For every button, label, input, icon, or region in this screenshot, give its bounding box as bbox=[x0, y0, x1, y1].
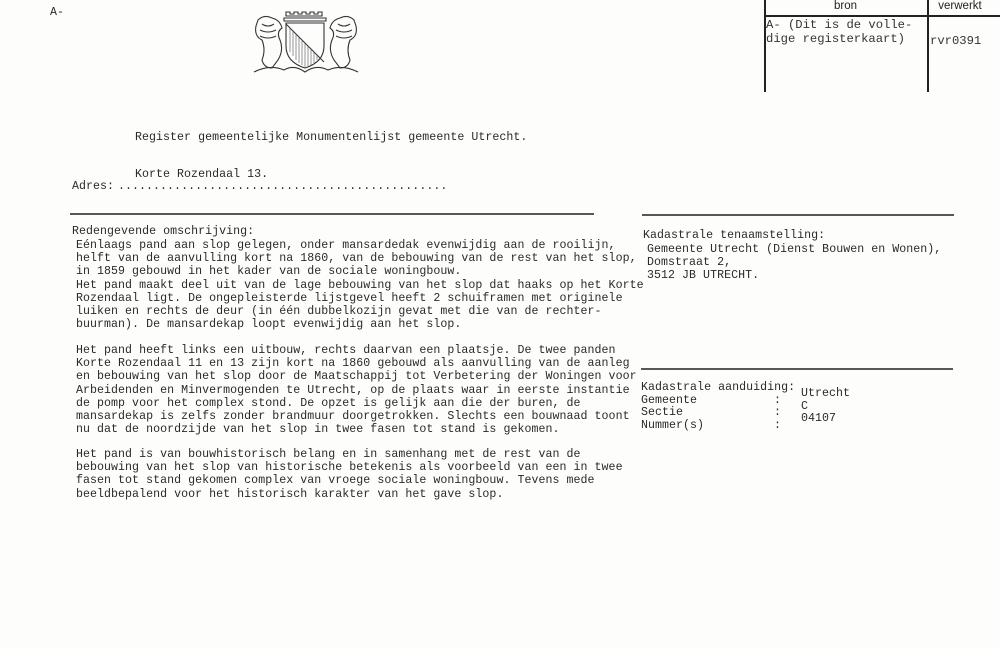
cadastral-field-sep: : bbox=[774, 406, 782, 419]
cadastral-field-sep: : bbox=[774, 394, 782, 407]
corner-mark: A- bbox=[50, 6, 65, 19]
utrecht-coat-of-arms-icon bbox=[250, 10, 362, 78]
divider-right-top bbox=[642, 214, 954, 216]
stamp-processed-value: rvr0391 bbox=[930, 34, 982, 48]
cadastral-owner-heading: Kadastrale tenaamstelling: bbox=[643, 229, 826, 242]
cadastral-field-label-gemeente: Gemeente bbox=[641, 394, 698, 407]
cadastral-owner-address: Gemeente Utrecht (Dienst Bouwen en Wonen), Domstraat 2, 3512 JB UTRECHT. bbox=[647, 243, 942, 283]
register-title: Register gemeentelijke Monumentenlijst gemeente Utrecht. bbox=[135, 131, 528, 144]
stamp-header-processed: verwerkt bbox=[938, 0, 982, 12]
address-dotted-line: ............................................... bbox=[118, 180, 448, 193]
divider-right-bottom bbox=[641, 368, 953, 370]
cadastral-field-label-nummers: Nummer(s) bbox=[641, 419, 705, 432]
description-paragraph: Het pand is van bouwhistorisch belang en in samenhang met de rest van de bebouwing van het slop van historische betekenis als voorbeeld van een in twee fasen tot stand gekomen complex van vroege sociale woningbouw. Tevens mede beeldbepalend voor het historisch karakter van het gave slop. bbox=[76, 448, 623, 501]
cadastral-field-value-gemeente: Utrecht bbox=[801, 387, 851, 400]
description-paragraph: Het pand heeft links een uitbouw, rechts daarvan een plaatsje. De twee panden Korte Rozendaal 11 en 13 zijn kort na 1860 gebouwd als aanvulling van de aanleg en bebouwing van het slop door de Maatschappij tot Verbetering der Woningen voor Arbeidenden en Minvermogenden te Utrecht, op de plaats waar in eerste instantie de pomp voor het complex stond. De opzet is gelijk aan die der buren, de mansardekap is zelfs zonder brandmuur doorgetrokken. Slechts een bouwnaad toont nu dat de noordzijde van het slop in twee fasen tot stand is gekomen. bbox=[76, 344, 637, 437]
stamp-source-value: A- (Dit is de volle- dige registerkaart) bbox=[766, 18, 913, 46]
cadastral-field-value-sectie: C bbox=[801, 400, 809, 413]
cadastral-field-value-nummers: 04107 bbox=[801, 412, 837, 425]
address-value: Korte Rozendaal 13. bbox=[135, 168, 269, 181]
stamp-header-source: bron bbox=[833, 0, 858, 12]
description-paragraph: Eénlaags pand aan slop gelegen, onder mansardedak evenwijdig aan de rooilijn, helft van de aanvulling kort na 1860, van de bebouwing van de rest van het slop, in 1859 gebouwd in het kader van de sociale woningbouw. Het pand maakt deel uit van de lage bebouwing van het slop dat haaks op het Korte Rozendaal ligt. De ongepleisterde lijstgevel heeft 2 schuiframen met originele luiken en rechts de deur (in één dubbelkozijn gevat met die van de rechter- buurman). De mansardekap loopt evenwijdig aan het slop. bbox=[76, 239, 644, 332]
cadastral-field-label-sectie: Sectie bbox=[641, 406, 684, 419]
cadastral-designation-heading: Kadastrale aanduiding: bbox=[641, 381, 796, 394]
address-label: Adres: bbox=[72, 180, 115, 193]
cadastral-field-sep: : bbox=[774, 419, 782, 432]
divider-left bbox=[70, 213, 594, 215]
description-heading: Redengevende omschrijving: bbox=[72, 225, 255, 238]
